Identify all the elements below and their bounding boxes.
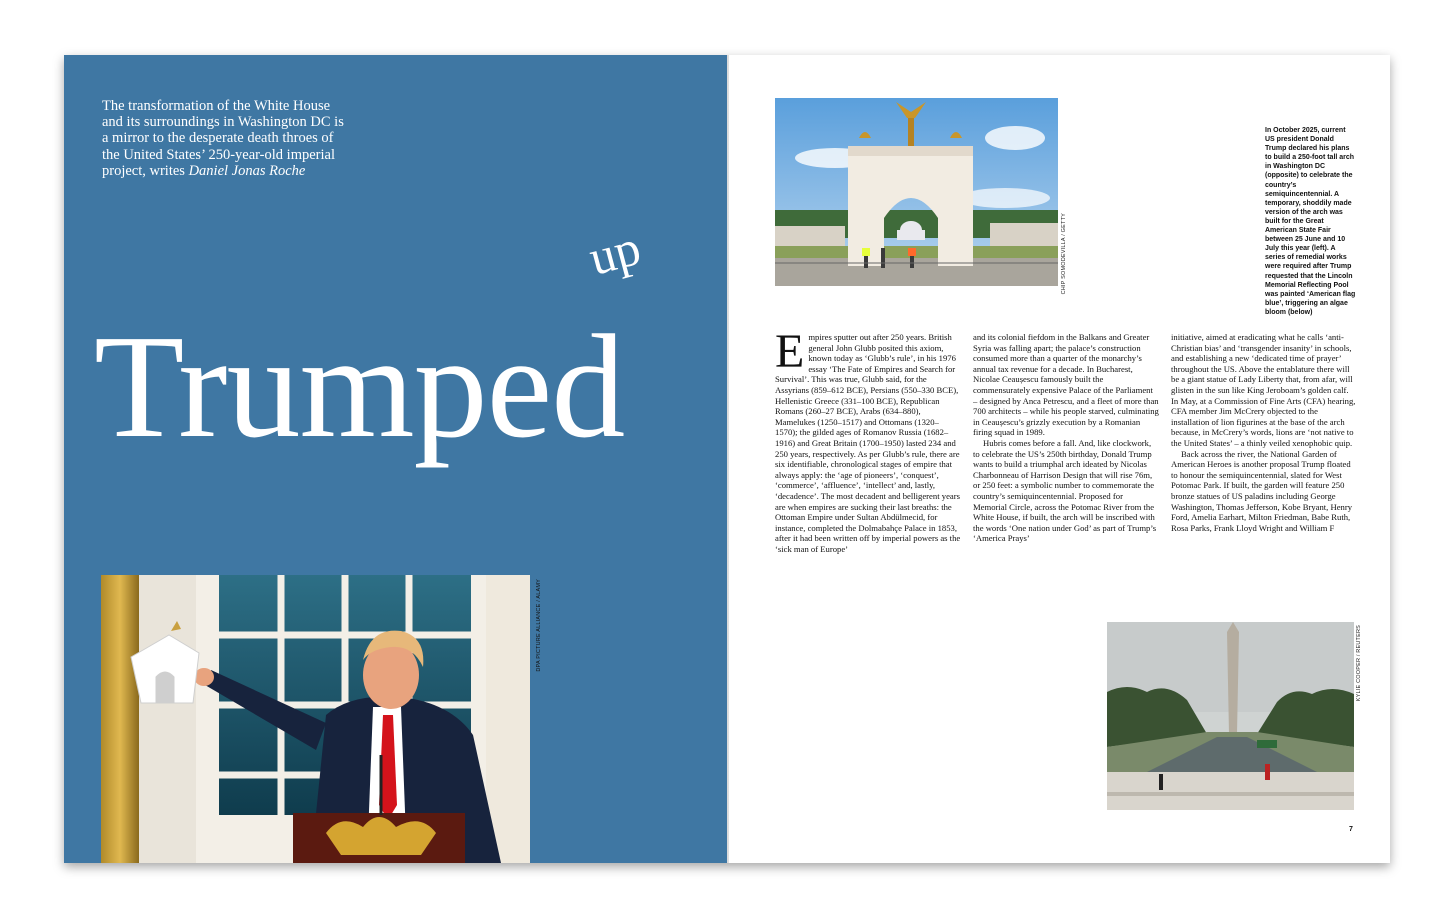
monument-photo-credit: KYLIE COOPER / REUTERS bbox=[1356, 625, 1362, 702]
standfirst bbox=[102, 98, 352, 179]
monument-photo bbox=[1107, 622, 1354, 810]
standfirst-author: Daniel Jonas Roche bbox=[188, 162, 306, 179]
headline-trumped: Trumped bbox=[94, 305, 625, 469]
magazine-spread bbox=[64, 55, 1390, 863]
drop-cap: E bbox=[775, 332, 805, 378]
standfirst-text: The transformation of the White House and its surroundings in Washington DC is a mirror to the desperate death throes of the United States’ 250-year-old imperial project, writes bbox=[102, 98, 344, 179]
article-paragraph: initiative, aimed at eradicating what he calls ‘anti-Christian bias’ and ‘transgender insanity’ in schools, and establishing a new ‘dedicated time of prayer’ throughout the US. Above the entablature there will be a giant statue of Lady Liberty that, from afar, will glisten in the sun like King Jeroboam’s golden calf. In May, at a Commission of Fine Arts (CFA) hearing, CFA member Jim McCrery objected to the installation of lion figurines at the base of the arch because, in McCrery’s words, lions are ‘not native to the United States’ – a thinly veiled xenophobic quip. bbox=[1171, 332, 1356, 448]
arch-photo-illustration bbox=[775, 98, 1058, 286]
arch-photo-credit: CHIP SOMODEVILLA / GETTY bbox=[1061, 213, 1067, 295]
trump-photo-credit: DPA PICTURE ALLIANCE / ALAMY bbox=[536, 579, 542, 672]
article-paragraph: and its colonial fiefdom in the Balkans and Greater Syria was falling apart; the palace’s construction consumed more than a quarter of the monarchy’s annual tax revenue for a decade. In Bucharest, Nicolae Ceaușescu famously built the commensurately expensive Palace of the Parliament – designed by Anca Petrescu, and a fleet of more than 700 architects – while his people starved, culminating in Ceaușescu’s grizzly execution by a Romanian firing squad in 1989. bbox=[973, 332, 1159, 438]
trump-photo-illustration bbox=[101, 575, 530, 863]
left-page bbox=[64, 55, 727, 863]
headline-up: up bbox=[583, 218, 647, 286]
article-body bbox=[775, 332, 1357, 582]
monument-photo-illustration bbox=[1107, 622, 1354, 810]
article-paragraph: Back across the river, the National Garden of American Heroes is another proposal Trump floated to honour the semiquincentennial, slated for West Potomac Park. If built, the garden will feature 250 bronze statues of US paladins including George Washington, Thomas Jefferson, Kobe Bryant, Henry Ford, Amelia Earhart, Milton Friedman, Babe Ruth, Rosa Parks, Frank Lloyd Wright and William F bbox=[1171, 448, 1353, 533]
page-number: 7 bbox=[1349, 826, 1353, 833]
article-column-2 bbox=[973, 332, 1159, 582]
article-paragraph: mpires sputter out after 250 years. British general John Glubb posited this axiom, known today as ‘Glubb’s rule’, in his 1976 essay ‘The Fate of Empires and Search for Survival’. This was true, Glubb said, for the Assyrians (859–612 BCE), Persians (550–330 BCE), Hellenistic Greece (331–100 BCE), Republican Romans (260–27 BCE), Arabs (634–880), Mamelukes (1250–1517) and Ottomans (1320–1570); the gilded ages of Romanov Russia (1682–1916) and Great Britain (1700–1950) lasted 234 and 250 years, respectively. As per Glubb’s rule, there are six identifiable, chronological stages of empire that always apply: the ‘age of pioneers’, ‘conquest’, ‘commerce’, ‘affluence’, ‘intellect’ and, lastly, ‘decadence’. The most decadent and belligerent years are when empires are sucking their last breaths: the Ottoman Empire under Sultan Abdülmecid, for instance, completed the Dolmabahçe Palace in 1853, after it had been written off by imperial powers as the ‘sick man of Europe’ bbox=[775, 332, 961, 554]
right-page bbox=[729, 55, 1390, 863]
arch-photo bbox=[775, 98, 1058, 286]
article-column-3 bbox=[1171, 332, 1357, 582]
article-column-1 bbox=[775, 332, 961, 582]
trump-photo bbox=[101, 575, 530, 863]
photo-caption: In October 2025, current US president Donald Trump declared his plans to build a 250-foot tall arch in Washington DC (opposite) to celebrate the country’s semiquincentennial. A temporary, shoddily made version of the arch was built for the Great American State Fair between 25 June and 10 July this year (left). A series of remedial works were required after Trump requested that the Lincoln Memorial Reflecting Pool was painted ‘American flag blue’, triggering an algae bloom (below) bbox=[1265, 127, 1356, 316]
article-paragraph: Hubris comes before a fall. And, like clockwork, to celebrate the US’s 250th birthday, Donald Trump wants to build a triumphal arch ideated by Nicolas Charbonneau of Harrison Design that will rise 76m, or 250 feet: a symbolic number to commemorate the country’s semiquincentennial. Proposed for Memorial Circle, across the Potomac River from the White House, if built, the arch will be inscribed with the words ‘One nation under God’ as part of Trump’s ‘America Prays’ bbox=[973, 437, 1157, 544]
